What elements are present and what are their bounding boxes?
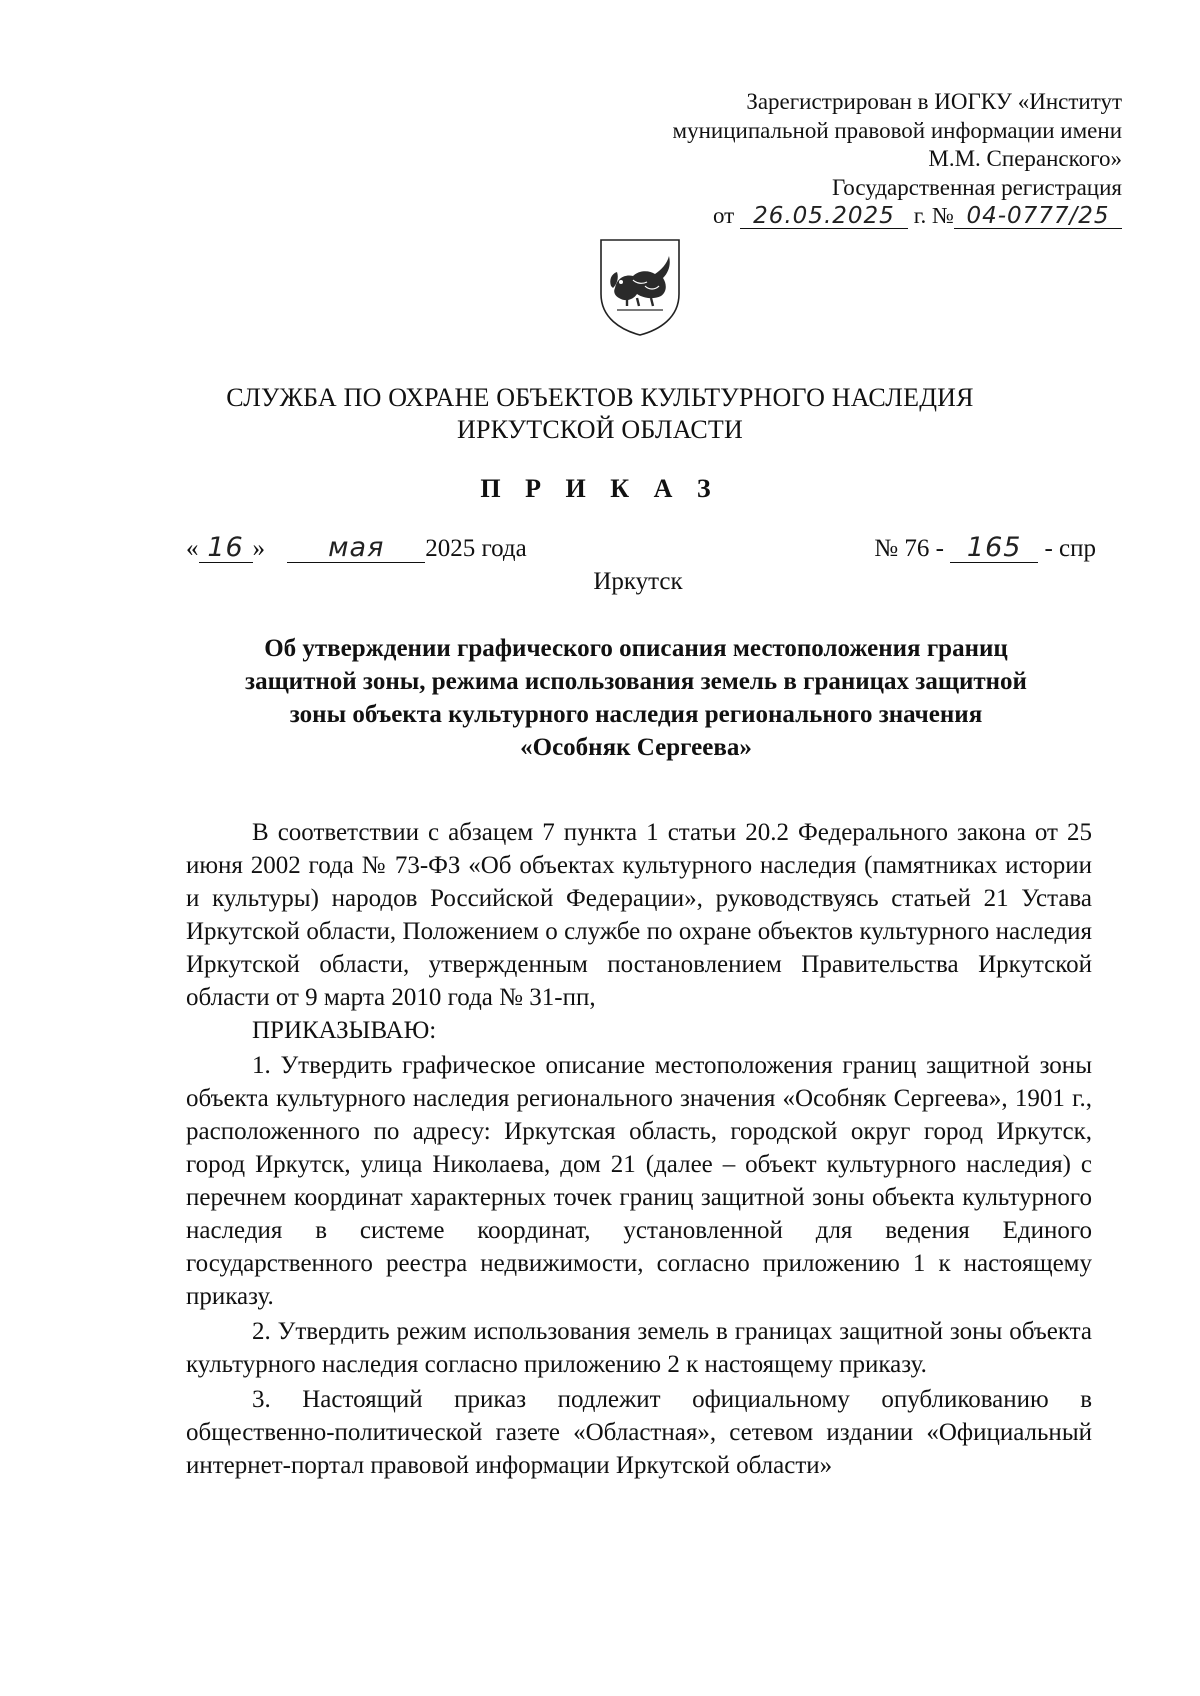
registration-line-3: М.М. Сперанского» — [928, 146, 1122, 171]
date-day-handwritten: 16 — [207, 532, 244, 563]
order-number-field — [950, 532, 1038, 563]
registration-line-4: Государственная регистрация — [832, 174, 1122, 200]
registration-stamp — [562, 88, 1122, 231]
date-day-field — [199, 532, 253, 563]
date-month-field — [287, 532, 425, 563]
order-date — [186, 532, 527, 563]
title-line-3: зоны объекта культурного наследия регионального значения — [289, 701, 983, 728]
registration-number-field — [954, 204, 1122, 229]
date-close-quote: » — [252, 535, 265, 562]
irkutsk-coat-of-arms-icon — [597, 236, 683, 338]
order-number — [874, 532, 1096, 563]
title-line-4: «Особняк Сергеева» — [520, 734, 752, 761]
registration-year-suffix: г. № — [913, 203, 954, 228]
registration-number-handwritten: 04-0777/25 — [966, 203, 1110, 229]
order-number-prefix: № 76 - — [874, 535, 944, 562]
title-line-2: защитной зоны, режима использования земель в границах защитной — [245, 668, 1027, 695]
registration-date-line — [562, 202, 1122, 231]
preamble-paragraph: В соответствии с абзацем 7 пункта 1 статьи 20.2 Федерального закона от 25 июня 2002 года № 73-ФЗ «Об объектах культурного наследия (памятниках истории и культуры) народов Российской Федерации», руководствуясь статьей 21 Устава Иркутской области, Положением о службе по охране объектов культурного наследия Иркутской области, утвержденным постановлением Правительства Иркутской области от 9 марта 2010 года № 31-пп, — [186, 819, 1092, 1011]
organization-line-2: ИРКУТСКОЙ ОБЛАСТИ — [456, 415, 743, 444]
registration-line-2: муниципальной правовой информации имени — [672, 117, 1122, 143]
order-item-2: 2. Утвердить режим использования земель в границах защитной зоны объекта культурного наследия согласно приложению 2 к настоящему приказу. — [186, 1318, 1092, 1378]
date-open-quote: « — [186, 535, 199, 562]
document-type-heading: П Р И К А З — [480, 474, 720, 503]
date-month-handwritten: мая — [328, 532, 385, 563]
order-number-suffix: - спр — [1044, 535, 1096, 562]
registration-date-field — [740, 204, 908, 229]
date-year: 2025 года — [425, 535, 527, 562]
organization-name — [0, 382, 1200, 446]
city-name: Иркутск — [593, 568, 683, 595]
order-word: ПРИКАЗЫВАЮ: — [252, 1017, 437, 1044]
title-line-1: Об утверждении графического описания местоположения границ — [264, 635, 1008, 662]
registration-line-1: Зарегистрирован в ИОГКУ «Институт — [746, 89, 1122, 114]
order-number-handwritten: 165 — [966, 532, 1022, 563]
registration-date-handwritten: 26.05.2025 — [753, 203, 895, 229]
organization-line-1: СЛУЖБА ПО ОХРАНЕ ОБЪЕКТОВ КУЛЬТУРНОГО НАСЛЕДИЯ — [226, 383, 974, 412]
document-body — [186, 816, 1092, 1482]
order-item-1: 1. Утвердить графическое описание местоположения границ защитной зоны объекта культурного наследия регионального значения «Особняк Сергеева», 1901 г., расположенного по адресу: Иркутская область, городской округ город Иркутск, город Иркутск, улица Николаева, дом 21 (далее – объект культурного наследия) с перечнем координат характерных точек границ защитной зоны объекта культурного наследия в системе координат, установленной для ведения Единого государственного реестра недвижимости, согласно приложению 1 к настоящему приказу. — [186, 1052, 1092, 1310]
registration-date-prefix: от — [712, 203, 735, 228]
order-item-3: 3. Настоящий приказ подлежит официальному опубликованию в общественно-политической газете «Областная», сетевом издании «Официальный интернет-портал правовой информации Иркутской области» — [186, 1386, 1092, 1479]
document-title — [186, 632, 1086, 764]
